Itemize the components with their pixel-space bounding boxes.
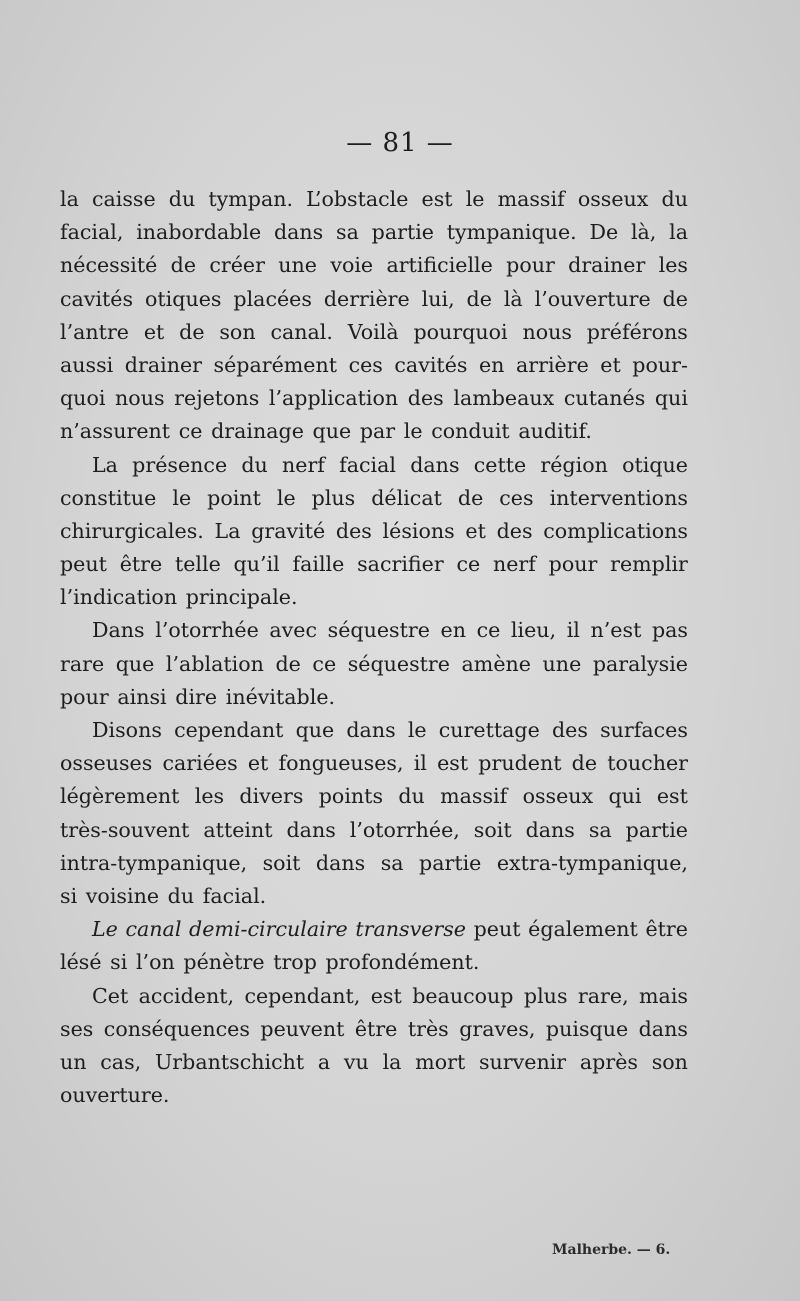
text-line: Cet accident, cependant, est beaucoup plus rare, mais	[92, 983, 688, 1008]
text-line: rare que l’ablation de ce séquestre amène une paralysie	[60, 651, 688, 676]
text-line: intra-tympanique, soit dans sa partie extra-tympanique,	[60, 850, 688, 875]
text-line: un cas, Urbantschicht a vu la mort survenir après son	[60, 1049, 688, 1074]
text-line: légèrement les divers points du massif osseux qui est	[60, 784, 688, 809]
text-line: constitue le point le plus délicat de ces interventions	[60, 485, 688, 510]
text-line: n’assurent ce drainage que par le conduit auditif.	[60, 419, 592, 444]
text-line: chirurgicales. La gravité des lésions et des complications	[60, 518, 688, 543]
text-line: Le canal demi-circulaire transverse peut également être	[92, 917, 688, 942]
text-line: ses conséquences peuvent être très graves, puisque dans	[60, 1016, 688, 1041]
text-line: cavités otiques placées derrière lui, de là l’ouverture de	[60, 286, 688, 311]
text-line: Disons cependant que dans le curettage des surfaces	[92, 718, 688, 742]
page-number: — 81 —	[346, 128, 454, 158]
text-line: aussi drainer séparément ces cavités en arrière et pour-	[60, 352, 688, 377]
text-line: quoi nous rejetons l’application des lambeaux cutanés qui	[60, 386, 688, 411]
text-line: pour ainsi dire inévitable.	[60, 684, 336, 709]
text-line: La présence du nerf facial dans cette région otique	[92, 452, 688, 477]
text-line: l’antre et de son canal. Voilà pourquoi nous préférons	[60, 319, 688, 344]
text-line: la caisse du tympan. L’obstacle est le massif osseux du	[60, 187, 688, 211]
body-text	[60, 183, 688, 1112]
text-line: l’indication principale.	[60, 585, 298, 610]
text-line: ouverture.	[60, 1083, 170, 1108]
text-line: nécessité de créer une voie artificielle pour drainer les	[60, 253, 688, 278]
footer-signature: Malherbe. — 6.	[552, 1242, 671, 1258]
text-line: lésé si l’on pénètre trop profondément.	[60, 950, 480, 975]
text-line: facial, inabordable dans sa partie tympanique. De là, la	[60, 220, 688, 245]
text-line: si voisine du facial.	[60, 883, 267, 908]
text-line: très-souvent atteint dans l’otorrhée, soit dans sa partie	[60, 817, 688, 842]
text-line: peut être telle qu’il faille sacrifier ce nerf pour remplir	[60, 552, 688, 577]
text-line: Dans l’otorrhée avec séquestre en ce lieu, il n’est pas	[92, 618, 688, 643]
text-line: osseuses cariées et fongueuses, il est prudent de toucher	[60, 751, 688, 776]
